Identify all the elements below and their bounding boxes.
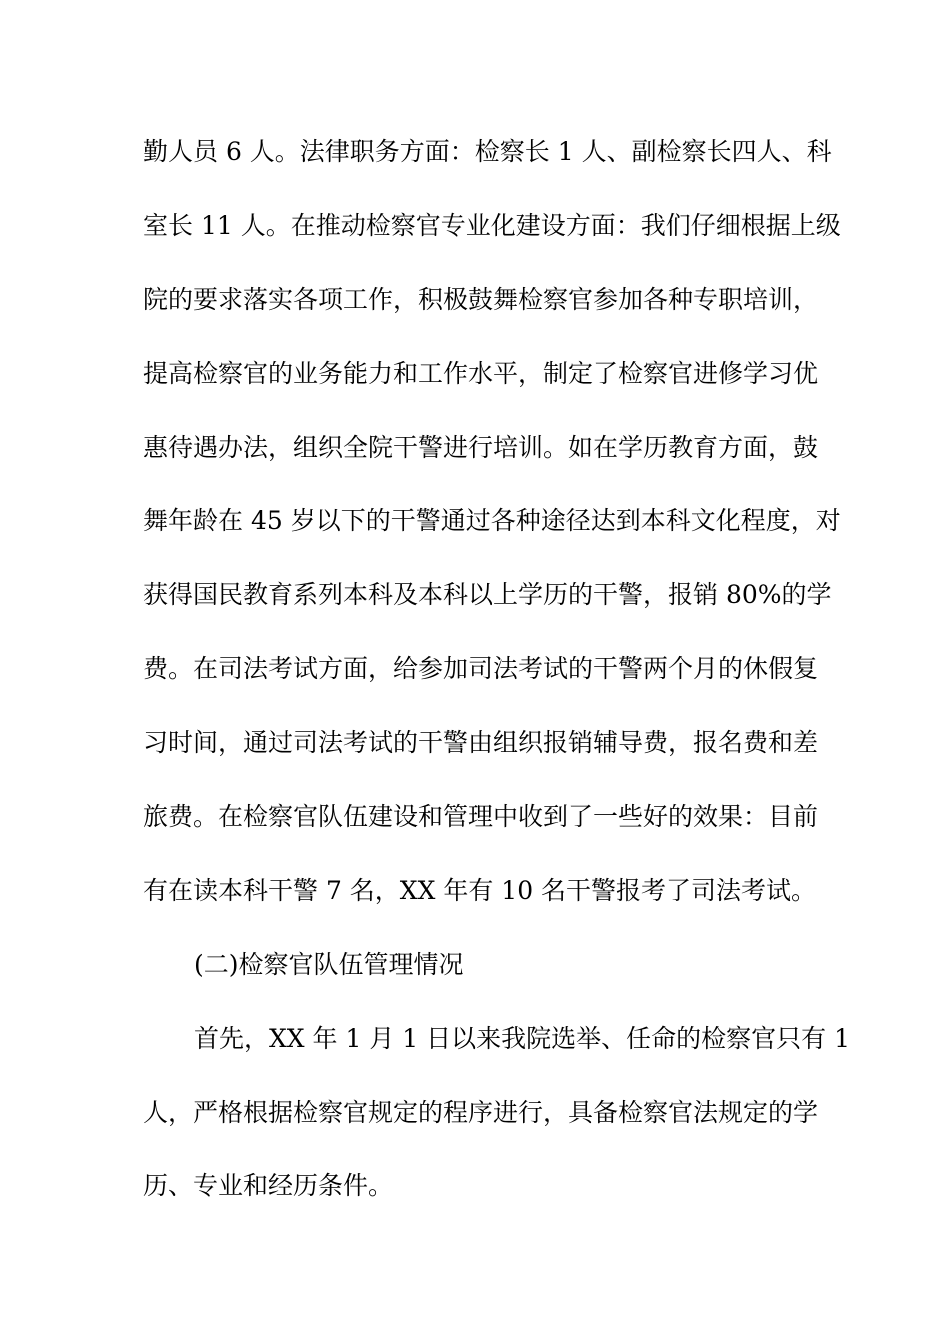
text-line: 历、专业和经历条件。 xyxy=(143,1171,394,1201)
text-line: 费。在司法考试方面，给参加司法考试的干警两个月的休假复 xyxy=(143,654,819,684)
text-line: 人，严格根据检察官规定的程序进行，具备检察官法规定的学 xyxy=(143,1097,819,1127)
text-line: 首先，XX 年 1 月 1 日以来我院选举、任命的检察官只有 1 xyxy=(194,1023,850,1053)
text-line: 院的要求落实各项工作，积极鼓舞检察官参加各种专职培训， xyxy=(143,284,819,314)
text-line: 习时间，通过司法考试的干警由组织报销辅导费，报名费和差 xyxy=(143,728,819,758)
text-line: 旅费。在检察官队伍建设和管理中收到了一些好的效果：目前 xyxy=(143,802,819,832)
text-line: 惠待遇办法，组织全院干警进行培训。如在学历教育方面，鼓 xyxy=(143,432,819,462)
body-text xyxy=(143,130,850,1238)
section-heading: (二)检察官队伍管理情况 xyxy=(194,949,464,979)
text-line: 提高检察官的业务能力和工作水平，制定了检察官进修学习优 xyxy=(143,358,819,388)
text-line: 舞年龄在 45 岁以下的干警通过各种途径达到本科文化程度，对 xyxy=(143,506,841,536)
text-line: 有在读本科干警 7 名，XX 年有 10 名干警报考了司法考试。 xyxy=(143,875,817,905)
text-line: 室长 11 人。在推动检察官专业化建设方面：我们仔细根据上级 xyxy=(143,210,841,240)
text-line: 勤人员 6 人。法律职务方面：检察长 1 人、副检察长四人、科 xyxy=(143,137,832,166)
text-line: 获得国民教育系列本科及本科以上学历的干警，报销 80%的学 xyxy=(143,580,832,610)
